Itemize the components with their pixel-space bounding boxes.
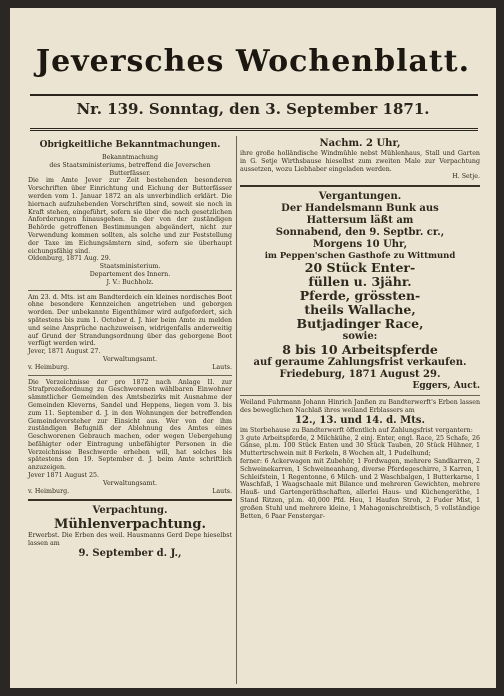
ad-signature: H. Setje. <box>452 173 480 181</box>
ad-headline: theils Wallache, <box>304 302 416 318</box>
section-label: Verpachtung. <box>92 505 168 517</box>
header-rule <box>30 94 478 96</box>
divider <box>28 290 232 291</box>
ad-date: 9. September d. J., <box>78 548 182 560</box>
announcement-signature: v. Heimburg. Lauts. <box>28 487 232 495</box>
column-separator <box>236 136 237 684</box>
divider <box>240 185 480 187</box>
right-column <box>240 138 480 520</box>
ad-headline: füllen u. 3jähr. <box>308 274 412 290</box>
announcement-date: Oldenburg, 1871 Aug. 29. <box>28 255 111 263</box>
ad-date: Friedeburg, 1871 August 29. <box>279 369 441 381</box>
ad-headline: Butjadinger Race, <box>296 316 424 332</box>
announcement-title: Bekanntmachung <box>101 154 158 161</box>
divider <box>28 499 232 501</box>
ad-text: im Sterbehause zu Bandterwerft öffentlich auf Zahlungsfrist vergantern: <box>240 426 473 434</box>
announcement-signature: v. Heimburg. Lauts. <box>28 363 232 371</box>
divider <box>240 395 480 396</box>
announcement-authority: Verwaltungsamt. <box>102 479 158 487</box>
ad-title: Mühlenverpachtung. <box>53 517 207 533</box>
ad-line: im Peppen'schen Gasthofe zu Wittmund <box>264 251 456 262</box>
masthead-title: Jeversches Wochenblatt. <box>35 44 471 79</box>
ad-headline: 8 bis 10 Arbeitspferde <box>282 342 438 358</box>
ad-signature: Eggers, Auct. <box>412 381 480 392</box>
ad-line: auf geraume Zahlungsfrist verkaufen. <box>253 357 467 369</box>
newspaper-page <box>10 8 496 688</box>
ad-text: ihre große holländische Windmühle nebst Mühlenhaus, Stall und Garten in G. Setje Wirthsbause hieselbst zum zweiten Male zur Verpachtung aussetzen, wozu Liebhaber eingeladen werden. <box>240 150 480 173</box>
announcement-authority: Staatsministerium. <box>99 263 161 271</box>
announcement-authority: Verwaltungsamt. <box>102 355 158 363</box>
ad-line: Sonnabend, den 9. Septbr. cr., <box>275 227 445 239</box>
ad-line: Hattersum läßt am <box>306 215 414 227</box>
section-header: Obrigkeitliche Bekanntmachungen. <box>39 140 221 150</box>
ad-dates: 12., 13. und 14. d. Mts. <box>295 414 425 426</box>
ad-text: Weiland Fuhrmann Johann Hinrich Janßen zu Bandterwerft's Erben lassen des beweglichen Nachlaß ihres weiland Erblassers am <box>240 399 480 414</box>
ad-line: Morgens 10 Uhr, <box>312 239 408 251</box>
ad-line: sowie: <box>342 331 378 343</box>
announcement-text: Am 23. d. Mts. ist am Bandterdeich ein kleines nordisches Boot ohne besondere Kennzeichen angetrieben und geborgen worden. Der unbekannte Eigenthümer wird aufgefordert, sich spätestens bis zum 1. October d. J. hier beim Amte zu melden und seine Ansprüche nachzuweisen, widrigenfalls anderweitig auf Grund der Strandungsordnung über das geborgene Boot verfügt werden wird. <box>28 293 232 348</box>
ad-time: Nachm. 2 Uhr, <box>319 138 401 149</box>
header-double-rule <box>30 128 478 131</box>
announcement-signature: J. V.: Buchholz. <box>106 278 154 286</box>
ad-text: Erwerbst. Die Erben des weil. Hausmanns Gerd Depe hieselbst lassen am <box>28 532 232 548</box>
left-column <box>28 138 232 560</box>
divider <box>28 375 232 376</box>
announcement-date: Jever 1871 August 25. <box>28 472 100 480</box>
ad-headline: 20 Stück Enter- <box>304 260 416 276</box>
announcement-subtitle: des Staatsministeriums, betreffend die Jeverschen Butterfässer. <box>49 161 211 177</box>
ad-line: Der Handelsmann Bunk aus <box>281 203 439 215</box>
ad-list: 3 gute Arbeitspferde, 2 Milchkühe, 2 einj. Enter, engl. Race, 25 Schafe, 26 Gänse, pl.m. 100 Stück Enten und 30 Stück Tauben, 20 Stück Hühner, 1 Muttertrschwein mit 8 Ferkeln, 8 Wochen alt, 1 Pudelhund; <box>240 434 480 458</box>
ad-headline: Pferde, grössten- <box>299 288 421 304</box>
ad-list: ferner: 6 Ackerwagen mit Zubehör, 1 Fordwagen, mehrere Sandkarren, 2 Schweinekarren, 1 Schweineanhang, diverse Pferdegeschirre, 3 Karren, 1 Schleifstein, 1 Regentonne, 6 Milch- und 2 Waschbalgen, 1 Butterkarne, 1 Waschfaß, 1 Waagschaale mit Bilance und mehreren Gewichten, mehrere Hauß- und Gartengeräthschaften, allerlei Haus- und Küchengeräthe, 1 Stand Ritzen, pl.m. 40,000 Pfd. Heu, 1 Haufen Stroh, 2 Fuder Mist, 1 großen Stuhl und mehrere kleine, 1 Mahagonischreibtisch, 5 vollständige Betten, 6 Paar Fenstergar- <box>240 457 480 520</box>
announcement-date: Jever, 1871 August 27. <box>28 348 101 356</box>
announcement-text: Die im Amte Jever zur Zeit bestehenden besonderen Vorschriften über Einrichtung und Eichung der Butterfässer werden vom 1. Januar 1872 an als unverbindlich erklärt. Die hiernach aufzuhebenden Vorschriften sind, soweit sie noch in Kraft stehen, eingeführt, sofern sie über die nach gesetzlichen Anforderungen hinausgehen. In der von der zuständigen Behörde getroffenen Bestimmungen abgeändert, nicht zur Verwendung kommen sollten, als solche und zur Feststellung der Taxe im Eichungsämtern sind, sofern sie überhaupt eichungsfähig sind. <box>28 177 232 255</box>
issue-line: Nr. 139. Sonntag, den 3. September 1871. <box>76 100 430 118</box>
section-label: Vergantungen. <box>318 191 402 203</box>
announcement-department: Departement des Innern. <box>89 270 171 278</box>
announcement-text: Die Verzeichnisse der pro 1872 nach Anlage II. zur Strafprozeßordnung zu Geschworenen wählbaren Einwohner sämmtlicher Gemeinden des Amtsbezirks mit Ausnahme der Gemeinden Kleverns, Sandel und Heppens, liegen vom 3. bis zum 11. September d. J. in den Wohnungen der betreffenden Gemeindevorsteher zur Einsicht aus. Wer von der ihm zuständigen Befugniß der Ablehnung des Amtes eines Geschworenen Gebrauch machen, oder wegen Uebergehung befähigter oder Eintragung unbefähigter Personen in die Verzeichnisse Beschwerde erheben will, hat solches bis spätestens den 19. September d. J. beim Amte schriftlich anzuzeigen. <box>28 378 232 472</box>
